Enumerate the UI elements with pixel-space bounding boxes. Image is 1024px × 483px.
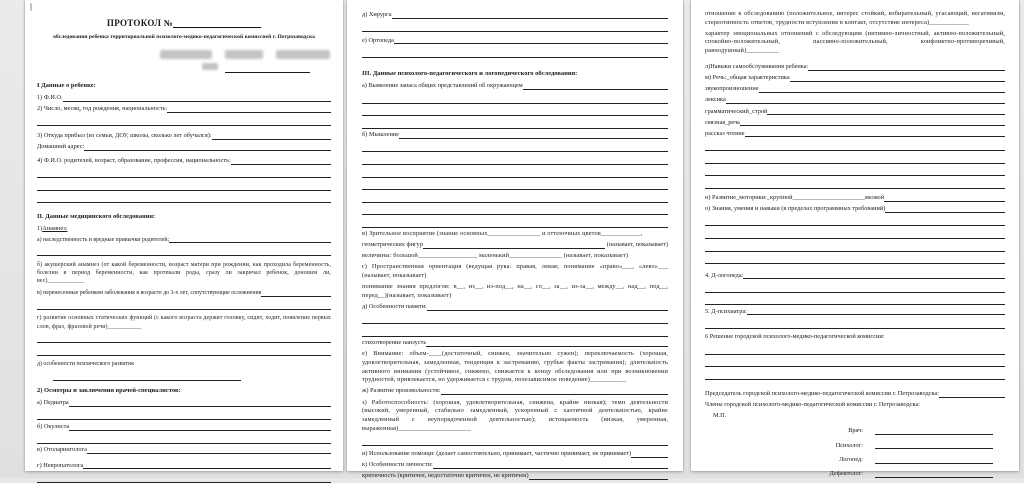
form-label: в) Отоларинголога	[37, 446, 87, 454]
signature-label: Врач:	[848, 427, 863, 435]
form-line	[705, 308, 1005, 317]
blank-line	[362, 48, 668, 58]
redaction-blob-small	[202, 63, 218, 70]
fill-line	[747, 313, 1005, 315]
form-line	[362, 11, 668, 20]
blank-lines-group	[37, 300, 331, 310]
blank-line	[705, 241, 1005, 251]
spacer	[37, 383, 331, 385]
blank-line	[705, 283, 1005, 293]
form-line	[362, 37, 668, 46]
form-line	[705, 63, 1005, 72]
form-line	[362, 131, 668, 140]
form-label: а) Выявление запаса общих представлений об окружающем	[362, 82, 523, 90]
form-label: м) Речь:_общая характеристика	[705, 74, 790, 82]
fill-line	[69, 429, 331, 431]
form-line	[362, 450, 668, 459]
form-paragraph: б) акушерский анамнез (от какой беременности, возраст матери при рождении, как проходила беременность, болезни в период беременности, как протекали роды, сразу ли закричал ребенок, доношен ли, вес)____________	[37, 261, 331, 284]
blank-line	[705, 357, 1005, 367]
fill-line	[261, 295, 331, 297]
fill-line	[745, 135, 1005, 137]
fill-line	[392, 17, 668, 19]
form-label: критичность (критичен, недостаточно критичен, не критичен)	[362, 472, 529, 480]
form-line	[362, 303, 668, 312]
form-label: д) Хирурга	[362, 11, 392, 18]
form-line	[713, 412, 1005, 421]
form-line	[705, 108, 1005, 117]
fill-line	[423, 247, 605, 249]
form-label: и) Использование помощи: (делает самостоятельно, принимает, частично принимает, не принимает)	[362, 450, 632, 458]
blank-lines-group	[37, 371, 331, 381]
blank-lines-group	[705, 345, 1005, 380]
fill-line	[885, 211, 1005, 213]
form-label: е) Ортопеда	[362, 36, 394, 44]
form-line	[362, 472, 668, 481]
form-line	[37, 360, 331, 368]
blank-line	[37, 434, 331, 444]
form-label: 3) Откуда прибыл (из семьи, ДОУ, школы, сколько лет обучался):	[37, 131, 212, 139]
blank-lines-group	[37, 168, 331, 203]
form-label: 5. Д-психиатра:	[705, 307, 747, 315]
form-line	[362, 387, 668, 396]
section-heading: 2) Осмотры и заключения врачей-специалистов:	[37, 387, 181, 395]
form-line	[705, 401, 1005, 410]
form-paragraph: з) Работоспособность: (хорошая, удовлетворительная, снижена, крайне низкая); темп деятельности (высокий, умеренный, стабильно замедленный, ускоренный с хаотичной деятельностью, крайне замедленный с неупорядоченной деятельностью); истощаемость (низкая, умеренная, выраженная)______________________	[362, 398, 668, 432]
blank-lines-group	[362, 314, 668, 337]
signature-line	[875, 462, 993, 464]
form-label: 4) Ф.И.О. родителей, возраст, образование, профессия, национальность:	[37, 156, 231, 164]
blank-line	[705, 345, 1005, 355]
signature-row	[778, 456, 993, 465]
blank-line	[37, 333, 331, 343]
blank-line	[37, 346, 331, 356]
form-line	[37, 399, 331, 408]
blank-lines-group	[362, 436, 668, 446]
fill-line	[84, 149, 331, 151]
form-label: геометрических фигур	[362, 241, 423, 249]
fill-line	[740, 124, 1005, 126]
blank-lines-group	[37, 434, 331, 444]
form-line	[705, 333, 1005, 342]
signature-line	[875, 476, 993, 478]
form-label: н) Развитие_моторики:_крупной_______________________мелкой	[705, 194, 885, 202]
blank-line	[37, 116, 331, 126]
form-paragraph: отношение к обследованию (положительное, интерес стойкий, избирательный, угасающий, негативизм, стереотипность ответов, трудности вступления в контакт, отсутствие интереса)____________	[705, 10, 1005, 26]
form-paragraph: е) Внимание: объем-____(достаточный, снижен, значительно сужен); переключаемость (хорошая, удовлетворительная, замедленная, тенденция к застреванию, грубые факты застревания); длительность активного внимания (устойчивое, снижено, снижается к концу обследования или при возникновении трудностей, привлекается, но удерживается с трудом, полезависимое поведение)___________	[362, 350, 668, 384]
form-line	[705, 119, 1005, 128]
fill-line	[523, 88, 668, 90]
form-label: ж) Развитие произвольности:	[362, 387, 441, 395]
form-line	[362, 461, 668, 470]
form-line	[37, 225, 331, 234]
blank-lines-group	[37, 116, 331, 126]
form-line	[705, 272, 1005, 281]
section-heading: I Данные о ребенке:	[37, 82, 96, 90]
fill-line	[394, 42, 668, 44]
fill-line	[231, 163, 331, 165]
fill-line	[726, 102, 1005, 104]
fill-line	[808, 69, 1005, 71]
blank-line	[362, 119, 668, 129]
blank-lines-group	[362, 93, 668, 128]
blank-line	[362, 314, 668, 324]
form-label: л)Навыки самообслуживания ребенка:	[705, 63, 809, 71]
blank-line	[705, 229, 1005, 239]
form-label: а) наследственность и вредные привычки родителей;	[37, 236, 170, 243]
spacer	[705, 382, 1005, 390]
fill-line	[399, 137, 668, 139]
signature-label: Дефектолог:	[829, 470, 863, 478]
fill-line	[69, 405, 331, 407]
form-line	[362, 339, 668, 348]
fill-line	[433, 467, 668, 469]
blank-line	[37, 193, 331, 203]
form-line	[37, 423, 331, 432]
page-1	[25, 0, 343, 471]
doc-title-text: ПРОТОКОЛ №	[106, 18, 174, 28]
doc-title	[37, 17, 331, 29]
signature-label: Психолог:	[835, 441, 863, 449]
form-label: д) особенности психического развития	[37, 361, 134, 368]
form-line	[705, 194, 1005, 203]
form-label: 2) Число, месяц, год рождения, национальность:	[37, 105, 168, 113]
form-line	[37, 105, 331, 114]
blank-lines-group	[705, 216, 1005, 264]
form-label: 4. Д-логопеда:	[705, 271, 744, 279]
fill-line	[212, 138, 331, 140]
blank-line	[705, 254, 1005, 264]
signature-label: Логопед:	[839, 455, 863, 463]
fill-line	[426, 345, 668, 347]
blank-lines-group	[705, 141, 1005, 189]
fill-line	[767, 113, 1005, 115]
form-line	[705, 74, 1005, 83]
form-paragraph: величины: большой__________________ маленький________________ (называет, показывает)	[362, 252, 629, 260]
blank-line	[362, 192, 668, 202]
doc-title-fill-line	[173, 26, 261, 28]
form-label: д) Особенности памяти:	[362, 302, 427, 310]
form-label: в) перенесенные ребенком заболевания в возрасте до 3-х лет, сопутствующие осложнения	[37, 290, 262, 297]
blank-line	[362, 218, 668, 228]
fill-line	[884, 200, 1005, 202]
blank-lines-group	[362, 48, 668, 58]
form-paragraph: характер эмоциональных отношений с обследующим (интимно-личностный, активно-положительный, спокойно-положительный, пассивно-положительный, конфликтно-противоречивый, равнодушный)__________	[705, 29, 1005, 55]
blank-line	[37, 300, 331, 310]
blank-line	[362, 180, 668, 190]
form-line	[705, 130, 1005, 139]
blank-lines-group	[362, 22, 668, 32]
blank-lines-group	[362, 142, 668, 228]
blank-line	[362, 155, 668, 165]
form-label: стихотворение наизусть	[362, 339, 427, 347]
form-line	[362, 82, 668, 91]
fill-line	[743, 277, 1005, 279]
blank-line	[705, 153, 1005, 163]
form-label: к) Особенности личности:	[362, 461, 433, 469]
fill-line	[529, 478, 668, 480]
form-paragraph: в) Зрительное восприятие (знание основных________________ и оттеночных цветов____________,	[362, 230, 643, 238]
blank-lines-group	[37, 410, 331, 420]
redaction-blob	[276, 50, 330, 59]
blank-line	[53, 371, 241, 381]
redaction-blob-row	[160, 50, 330, 59]
blank-line	[705, 166, 1005, 176]
form-label: связная_речь	[705, 118, 741, 126]
signature-line	[875, 433, 993, 435]
redacted-text-block	[37, 47, 331, 77]
blank-line	[362, 22, 668, 32]
scan-artifact-mark	[30, 3, 32, 11]
doc-subtitle: обследования ребенка территориальной психолого-медико-педагогической комиссией г. Петрозаводска	[53, 34, 315, 41]
form-paragraph: г) Пространственная ориентация (ведущая рука: правая, левая; понимание «право»___, «лево»___ (называет, показывает)	[362, 263, 668, 280]
blank-lines-group	[37, 333, 331, 356]
blank-line	[37, 181, 331, 191]
blank-line	[37, 410, 331, 420]
fill-line	[167, 111, 331, 113]
form-line	[37, 157, 331, 166]
fill-line	[87, 452, 331, 454]
redaction-blob	[160, 50, 212, 59]
form-label: М.П.	[713, 412, 727, 420]
section-heading: II. Данные медицинского обследования:	[37, 212, 156, 220]
form-line	[37, 462, 331, 471]
form-label: а) Педиатра	[37, 399, 69, 407]
form-label: лексика	[705, 96, 726, 104]
form-label: 1) Ф.И.О.	[37, 94, 63, 102]
redaction-underline	[225, 72, 310, 73]
form-line	[705, 96, 1005, 105]
blank-line	[37, 246, 331, 256]
blank-line	[37, 168, 331, 178]
signature-row	[778, 442, 993, 451]
blank-line	[362, 142, 668, 152]
form-label: г) Невропатолога	[37, 461, 84, 469]
spacer	[37, 206, 331, 211]
blank-lines-group	[705, 319, 1005, 329]
form-label: 6 Решение городской психолого-медико-педагогической комиссии:	[705, 333, 885, 341]
form-line	[37, 132, 331, 141]
fill-line	[939, 396, 1005, 398]
blank-line	[362, 205, 668, 215]
form-label: звукопроизношение	[705, 85, 759, 93]
redaction-blob	[225, 50, 263, 59]
fill-line	[790, 80, 1005, 82]
blank-line	[705, 141, 1005, 151]
form-line	[705, 205, 1005, 214]
page-3	[691, 0, 1019, 478]
form-line	[37, 94, 331, 103]
form-label: о) Знания, умения и навыки (в пределах программных требований)	[705, 205, 886, 213]
blank-line	[362, 436, 668, 446]
page-2	[347, 0, 683, 480]
fill-line	[631, 456, 668, 458]
section-heading: III. Данные психолого-педагогического и логопедического обследования:	[362, 70, 578, 78]
form-label: б) Окулиста	[37, 422, 70, 430]
form-label: грамматический_строй	[705, 107, 768, 115]
fill-line	[427, 309, 668, 311]
form-paragraph: г) развитие основных статических функций (с какого возраста держит головку, сидит, ходит, появление первых слов, фраз, фразовой речи)___________	[37, 315, 331, 330]
form-line	[37, 446, 331, 455]
form-label: Домашний адрес:	[37, 142, 85, 150]
blank-line	[705, 216, 1005, 226]
form-line	[37, 236, 331, 244]
fill-line	[169, 241, 331, 243]
blank-line	[705, 295, 1005, 305]
form-line	[37, 143, 331, 152]
blank-line	[362, 106, 668, 116]
form-label: Председатель городской психолого-медико-педагогической комиссии г. Петрозаводска:	[705, 390, 939, 398]
blank-line	[705, 319, 1005, 329]
blank-lines-group	[37, 246, 331, 256]
blank-line	[362, 93, 668, 103]
signature-line	[875, 447, 993, 449]
form-paragraph: понимание знания предлогов: в__, из__, из-под__, на__, со__, за__, из-за__, между__, над__, под__, перед__)(называет, показывает)	[362, 283, 668, 299]
form-label-prefix: 1)	[37, 224, 43, 232]
fill-line	[83, 467, 331, 469]
signature-row	[778, 470, 993, 479]
blank-line	[362, 327, 668, 337]
blank-lines-group	[705, 283, 1005, 306]
fill-line	[441, 393, 668, 395]
signature-row	[778, 427, 993, 436]
spacer	[362, 60, 668, 68]
fill-line	[759, 91, 1005, 93]
fill-line	[63, 100, 331, 102]
blank-line	[705, 179, 1005, 189]
form-line	[705, 390, 1005, 399]
form-label-tail: (называет, показывает)	[606, 241, 668, 249]
form-line	[362, 241, 668, 250]
form-label: Анамнез:	[42, 224, 68, 232]
form-line	[705, 85, 1005, 94]
form-line	[37, 289, 331, 297]
blank-line	[705, 370, 1005, 380]
form-label: Члены городской психолого-медико-педагогической комиссии г. Петрозаводска:	[705, 401, 921, 409]
form-label: рассказ чтение	[705, 129, 745, 137]
blank-line	[362, 167, 668, 177]
form-label: б) Мышление	[362, 131, 400, 139]
